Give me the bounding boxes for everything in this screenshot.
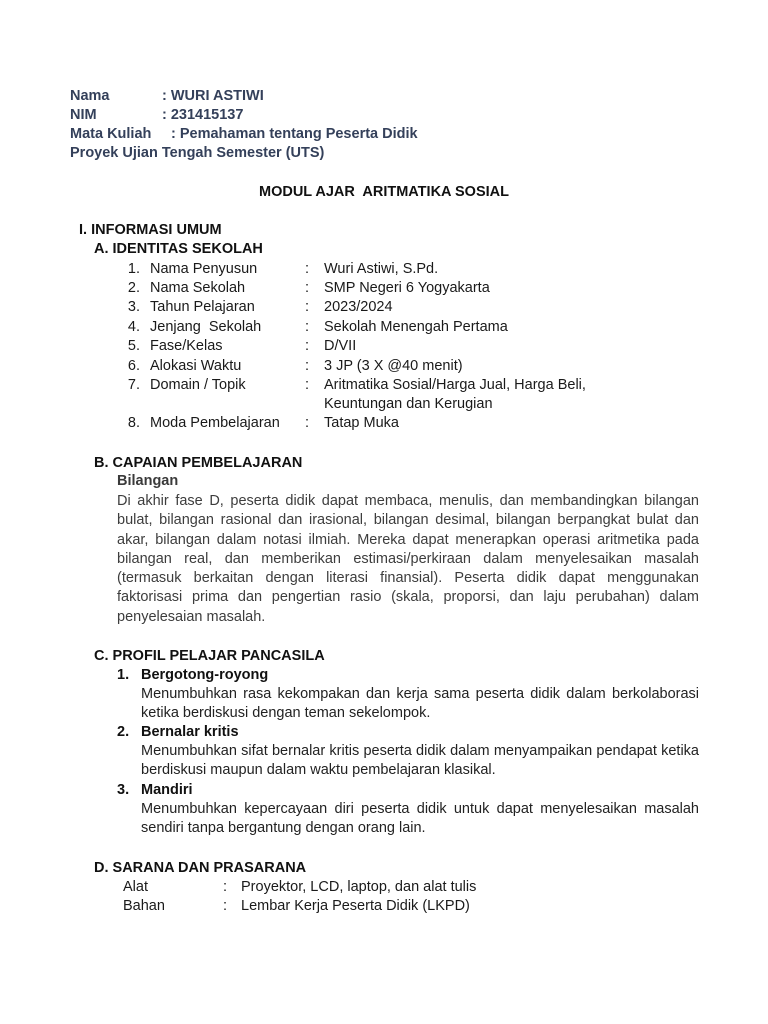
row-value: 2023/2024 — [324, 299, 393, 315]
row-number: 8. — [127, 415, 140, 431]
row-value: Aritmatika Sosial/Harga Jual, Harga Beli, — [324, 377, 586, 393]
profil-item-label: Bernalar kritis — [141, 724, 239, 740]
row-number: 6. — [127, 358, 140, 374]
sarana-label: Alat — [123, 879, 148, 895]
row-number: 4. — [127, 319, 140, 335]
heading-capaian-pembelajaran: B. CAPAIAN PEMBELAJARAN — [94, 455, 303, 471]
row-colon: : — [305, 280, 310, 296]
row-label: Nama Penyusun — [150, 261, 258, 277]
header-nama — [70, 88, 264, 104]
row-value: Tatap Muka — [324, 415, 399, 431]
document-title: MODUL AJAR ARITMATIKA SOSIAL — [259, 184, 509, 200]
row-label: Fase/Kelas — [150, 338, 223, 354]
project-text: Proyek Ujian Tengah Semester (UTS) — [70, 145, 325, 161]
row-value: Sekolah Menengah Pertama — [324, 319, 508, 335]
nim-value: : 231415137 — [162, 107, 244, 123]
row-number: 7. — [127, 377, 140, 393]
profil-item-text: Menumbuhkan sifat bernalar kritis peserta didik dalam menyampaikan pendapat ketika berdiskusi maupun dalam waktu pembelajaran klasikal. — [141, 743, 699, 779]
row-colon: : — [305, 319, 310, 335]
row-label: Moda Pembelajaran — [150, 415, 280, 431]
row-number: 1. — [127, 261, 140, 277]
row-value: 3 JP (3 X @40 menit) — [324, 358, 463, 374]
sarana-row — [123, 898, 470, 914]
profil-item-label: Bergotong-royong — [141, 667, 269, 683]
row-colon: : — [305, 377, 310, 393]
row-number: 2. — [127, 280, 140, 296]
row-label: Alokasi Waktu — [150, 358, 242, 374]
header-nim — [70, 107, 244, 123]
mk-label: Mata Kuliah — [70, 126, 152, 142]
row-value: Wuri Astiwi, S.Pd. — [324, 261, 439, 277]
sarana-value: Lembar Kerja Peserta Didik (LKPD) — [241, 898, 470, 914]
sarana-row — [123, 879, 477, 895]
section-informasi-umum: I. INFORMASI UMUM — [79, 222, 222, 238]
capaian-paragraph: Di akhir fase D, peserta didik dapat membaca, menulis, dan membandingkan bilangan bulat, bilangan rasional dan irasional, bilangan desimal, bilangan berpangkat bulat dan akar, bilangan dalam notasi ilmiah. Mereka dapat menerapkan operasi aritmetika pada bilangan real, dan memberikan estimasi/perkiraan dalam menyelesaikan masalah (termasuk berkaitan dengan literasi finansial). Peserta didik dapat menggunakan faktorisasi prima dan pengertian rasio (skala, proporsi, dan laju perubahan) dalam penyelesaian masalah. — [117, 493, 699, 625]
row-colon: : — [305, 338, 310, 354]
row-label: Nama Sekolah — [150, 280, 246, 296]
row-colon: : — [305, 358, 310, 374]
row-colon: : — [305, 415, 310, 431]
profil-item-number: 1. — [117, 667, 130, 683]
sarana-value: Proyektor, LCD, laptop, dan alat tulis — [241, 879, 477, 895]
row-number: 5. — [127, 338, 140, 354]
sarana-colon: : — [223, 879, 228, 895]
sarana-colon: : — [223, 898, 228, 914]
row-value: Keuntungan dan Kerugian — [324, 396, 493, 412]
profil-item-label: Mandiri — [141, 782, 193, 798]
header-project — [70, 145, 324, 161]
row-colon: : — [305, 261, 310, 277]
nama-value: : WURI ASTIWI — [162, 88, 264, 104]
row-value: D/VII — [324, 338, 357, 354]
mk-value: : Pemahaman tentang Peserta Didik — [171, 126, 418, 142]
row-number: 3. — [127, 299, 140, 315]
nim-label: NIM — [70, 107, 97, 123]
row-colon: : — [305, 299, 310, 315]
profil-item-number: 2. — [117, 724, 130, 740]
heading-sarana-prasarana: D. SARANA DAN PRASARANA — [94, 860, 307, 876]
row-label: Tahun Pelajaran — [150, 299, 255, 315]
profil-item-number: 3. — [117, 782, 130, 798]
profil-item-text: Menumbuhkan kepercayaan diri peserta didik untuk dapat menyelesaikan masalah sendiri tanpa bergantung dengan orang lain. — [141, 801, 699, 837]
row-value: SMP Negeri 6 Yogyakarta — [324, 280, 490, 296]
heading-identitas-sekolah: A. IDENTITAS SEKOLAH — [94, 241, 263, 257]
row-label: Jenjang Sekolah — [150, 319, 262, 335]
nama-label: Nama — [70, 88, 110, 104]
profil-item-text: Menumbuhkan rasa kekompakan dan kerja sama peserta didik dalam berkolaborasi ketika berdiskusi dengan teman sekelompok. — [141, 686, 699, 722]
row-label: Domain / Topik — [150, 377, 246, 393]
heading-profil-pelajar-pancasila: C. PROFIL PELAJAR PANCASILA — [94, 648, 325, 664]
subheading-bilangan: Bilangan — [117, 473, 179, 489]
header-mata-kuliah — [70, 126, 418, 142]
sarana-label: Bahan — [123, 898, 165, 914]
